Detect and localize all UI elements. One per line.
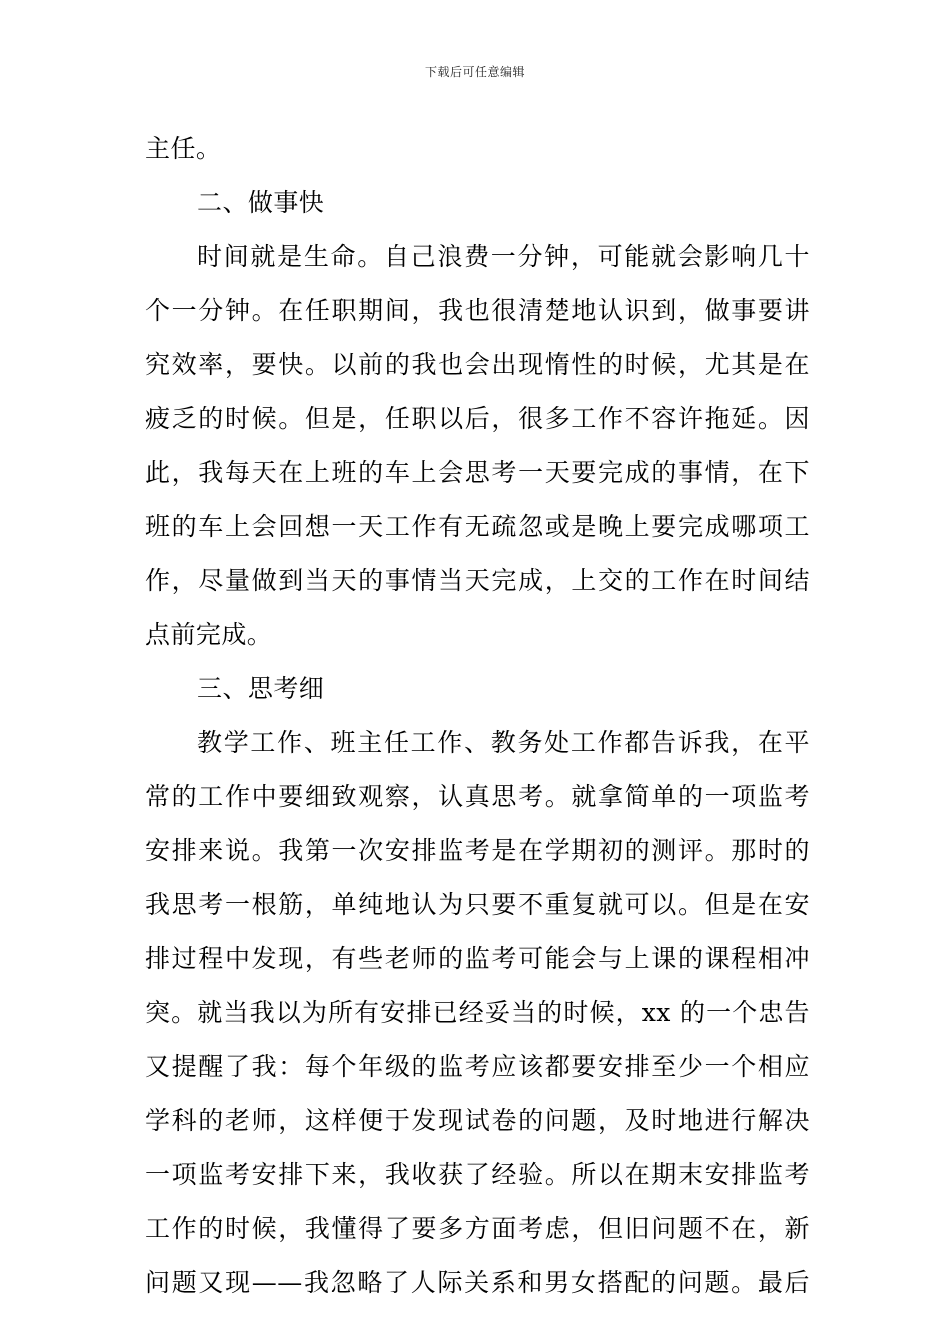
paragraph-line: 主任。 xyxy=(145,134,222,163)
paragraph-line: 我思考一根筋，单纯地认为只要不重复就可以。但是在安 xyxy=(145,890,810,919)
section-heading: 二、做事快 xyxy=(197,188,325,217)
paragraph-line: 突。就当我以为所有安排已经妥当的时候，xx 的一个忠告 xyxy=(145,998,810,1027)
paragraph-line: 问题又现——我忽略了人际关系和男女搭配的问题。最后 xyxy=(145,1268,810,1297)
document-body xyxy=(145,122,810,1310)
paragraph-line: 点前完成。 xyxy=(145,620,273,649)
paragraph-line: 此，我每天在上班的车上会思考一天要完成的事情，在下 xyxy=(145,458,810,487)
paragraph-line: 个一分钟。在任职期间，我也很清楚地认识到，做事要讲 xyxy=(145,296,810,325)
paragraph-line: 作，尽量做到当天的事情当天完成，上交的工作在时间结 xyxy=(145,566,810,595)
paragraph-line: 疲乏的时候。但是，任职以后，很多工作不容许拖延。因 xyxy=(145,404,810,433)
page-header-note: 下载后可任意编辑 xyxy=(424,65,525,79)
paragraph-line: 究效率，要快。以前的我也会出现惰性的时候，尤其是在 xyxy=(145,350,810,379)
paragraph-line: 又提醒了我：每个年级的监考应该都要安排至少一个相应 xyxy=(145,1052,810,1081)
paragraph-line: 安排来说。我第一次安排监考是在学期初的测评。那时的 xyxy=(145,836,810,865)
paragraph-line: 排过程中发现，有些老师的监考可能会与上课的课程相冲 xyxy=(145,944,810,973)
paragraph-line: 教学工作、班主任工作、教务处工作都告诉我，在平 xyxy=(197,728,810,757)
paragraph-line: 常的工作中要细致观察，认真思考。就拿简单的一项监考 xyxy=(145,782,810,811)
paragraph-line: 班的车上会回想一天工作有无疏忽或是晚上要完成哪项工 xyxy=(145,512,810,541)
paragraph-line: 工作的时候，我懂得了要多方面考虑，但旧问题不在，新 xyxy=(145,1214,810,1243)
paragraph-line: 时间就是生命。自己浪费一分钟，可能就会影响几十 xyxy=(197,242,810,271)
paragraph-line: 一项监考安排下来，我收获了经验。所以在期末安排监考 xyxy=(145,1160,810,1189)
paragraph-line: 学科的老师，这样便于发现试卷的问题，及时地进行解决 xyxy=(145,1106,810,1135)
section-heading: 三、思考细 xyxy=(197,674,325,703)
